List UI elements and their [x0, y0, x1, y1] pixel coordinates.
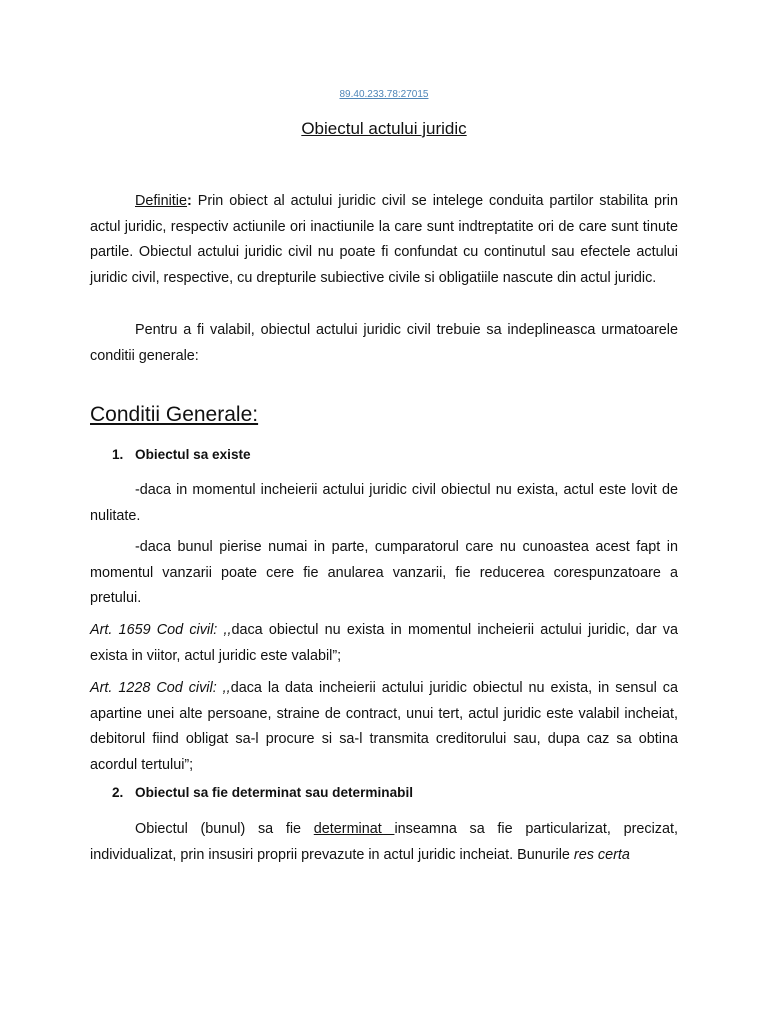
definition-text: Prin obiect al actului juridic civil se intelege conduita partilor stabilita prin actul juridic, respectiv actiunile ori inactiunile la care sunt indtreptatite ori de care sunt tinute partile. Obiectul actului juridic civil nu poate fi confundat cu continutul sau efectele actului juridic civil, respective, cu drepturile subiective civile si obligatiile nascute din actul juridic.	[90, 193, 678, 286]
list-item-2-number: 2.	[112, 785, 124, 800]
item2-text-start: Obiectul (bunul) sa fie	[135, 821, 314, 837]
article-1228-reference: Art. 1228 Cod civil: ,,	[90, 680, 231, 696]
item2-term-res-certa: res certa	[573, 846, 630, 863]
list-item-1-number: 1.	[112, 447, 124, 462]
item2-paragraph	[90, 817, 678, 868]
list-item-2	[112, 780, 413, 806]
item2-term-determinat: determinat	[313, 821, 395, 837]
article-1659-paragraph	[90, 618, 678, 669]
item1-paragraph-2: -daca bunul pierise numai in parte, cumparatorul care nu cunoastea acest fapt in momentul vanzarii poate cere fie anularea vanzarii, fie reducerea corespunzatoare a pretului.	[90, 539, 678, 606]
intro-paragraph: Pentru a fi valabil, obiectul actului juridic civil trebuie sa indeplineasca urmatoarele conditii generale:	[90, 322, 678, 364]
list-item-1-label: Obiectul sa existe	[135, 447, 251, 462]
article-1659-text: daca obiectul nu exista in momentul incheierii actului juridic, dar va exista in viitor, actul juridic este valabil”;	[90, 622, 678, 664]
section-heading: Conditii Generale:	[90, 403, 259, 426]
article-1228-paragraph	[90, 676, 678, 778]
definition-label: Definitie	[135, 193, 187, 209]
ip-address-link[interactable]: 89.40.233.78:27015	[339, 89, 429, 100]
definition-colon: :	[187, 193, 192, 209]
item2-text-rest: inseamna sa fie particularizat, precizat, individualizat, prin insusiri proprii prevazute in actul juridic incheiat. Bunurile	[90, 821, 678, 863]
item1-paragraph-1: -daca in momentul incheierii actului juridic civil obiectul nu exista, actul este lovit de nulitate.	[90, 482, 678, 524]
list-item-1	[112, 442, 251, 468]
document-title: Obiectul actului juridic	[301, 119, 467, 138]
article-1228-text: daca la data incheierii actului juridic obiectul nu exista, in sensul ca apartine unei alte persoane, straine de contract, unui tert, actul juridic este valabil incheiat, debitorul fiind obligat sa-l procure si sa-l transmita creditorului sau, dupa caz sa obtina acordul tertului”;	[90, 680, 678, 773]
article-1659-reference: Art. 1659 Cod civil: ,,	[90, 622, 232, 638]
list-item-2-label: Obiectul sa fie determinat sau determinabil	[135, 785, 413, 800]
definition-paragraph	[90, 189, 678, 291]
